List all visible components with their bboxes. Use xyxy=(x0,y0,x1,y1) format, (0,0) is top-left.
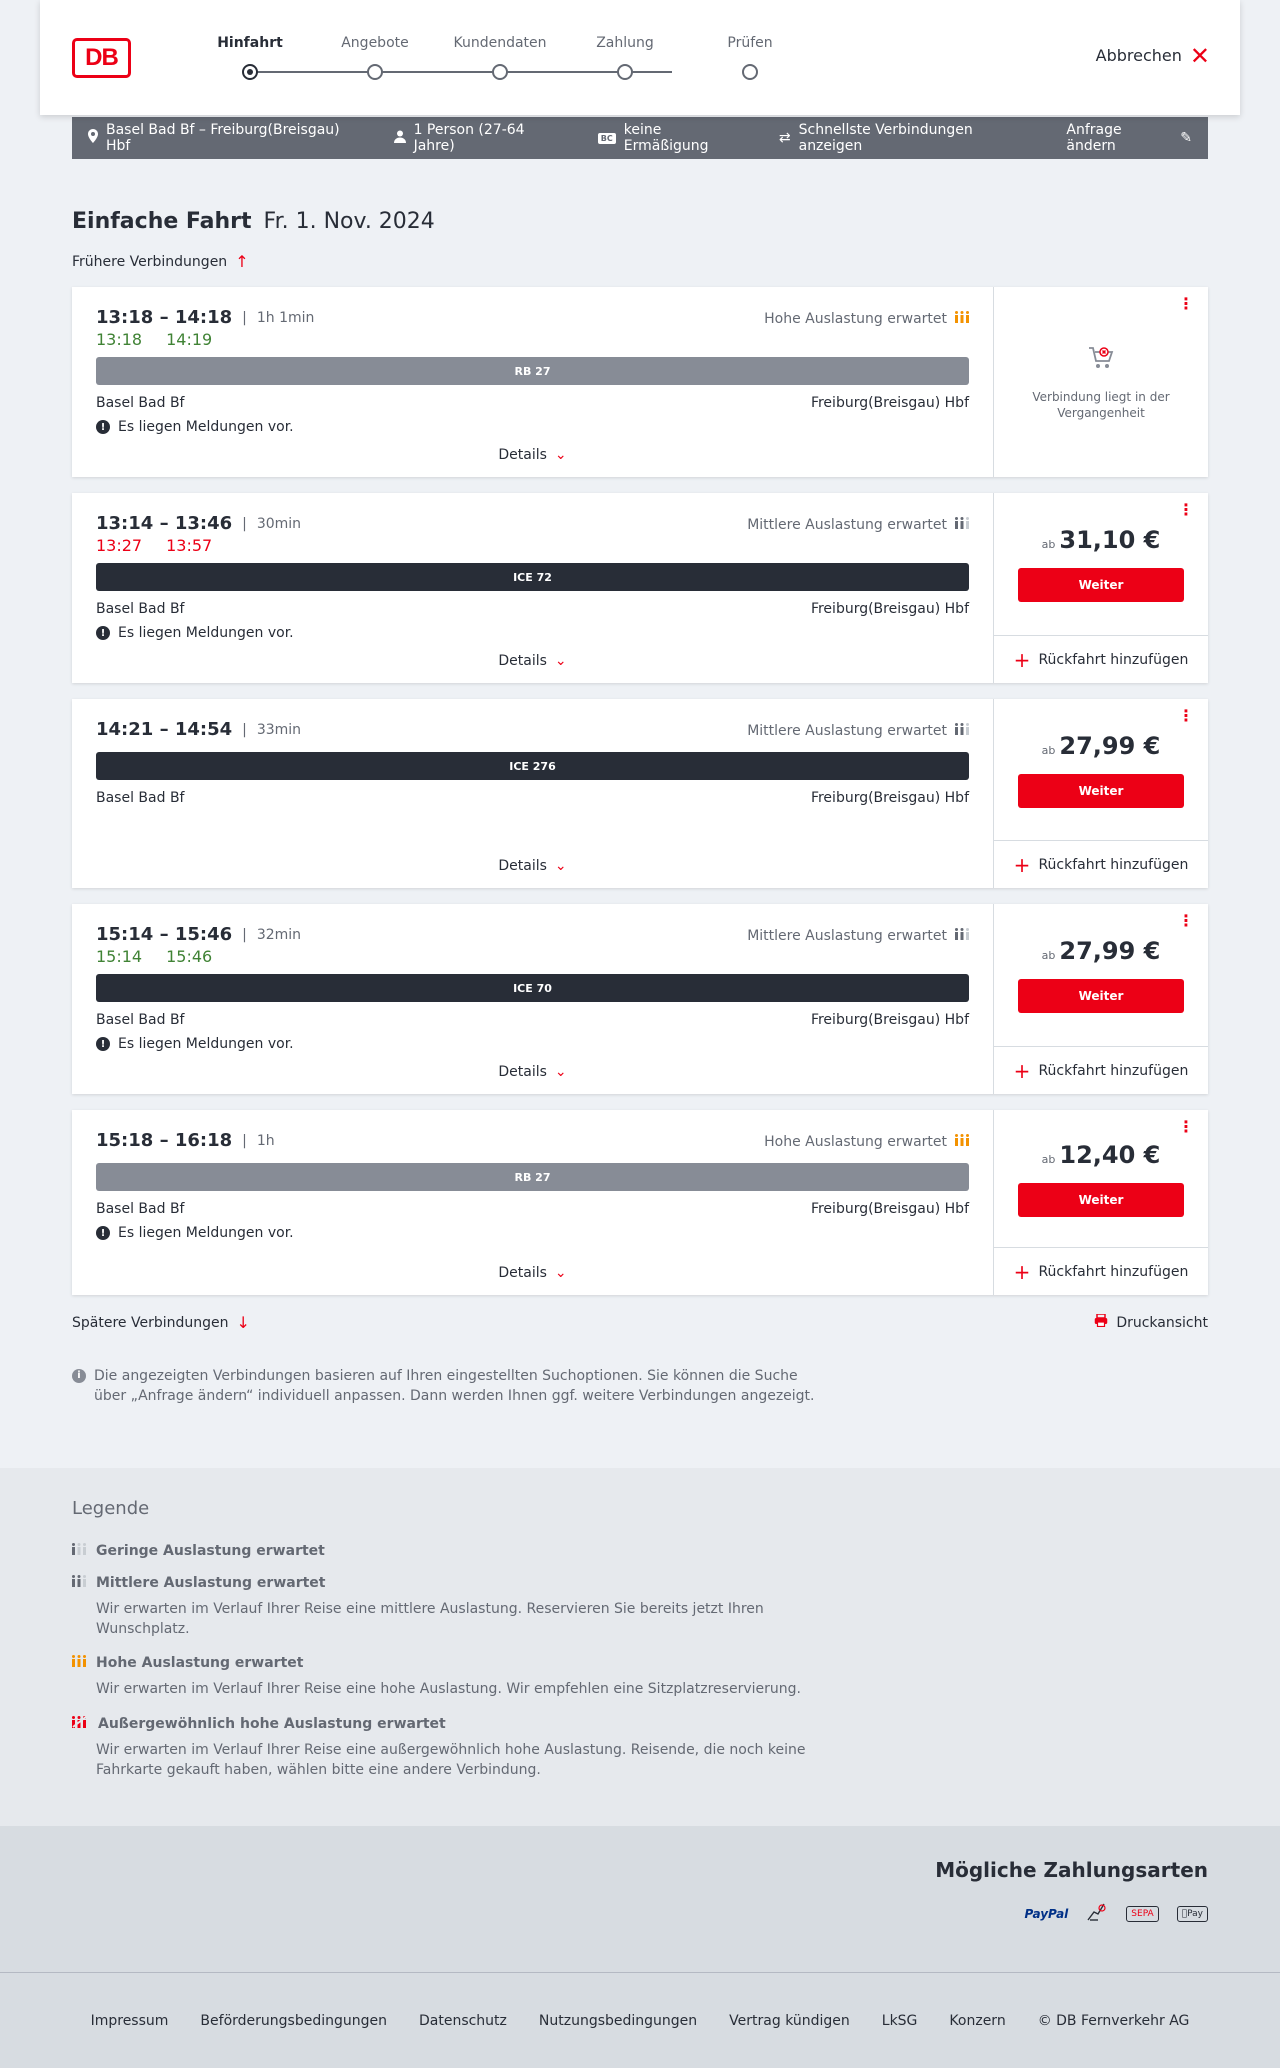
legend-title: Legende xyxy=(72,1498,150,1519)
close-icon: ✕ xyxy=(1189,41,1210,70)
cart-unavailable-icon xyxy=(1087,344,1115,379)
connection-details[interactable] xyxy=(72,287,994,477)
footer-link-vertrag-kuendigen[interactable]: Vertrag kündigen xyxy=(729,2012,850,2029)
past-connection-text: Verbindung liegt in der Vergangenheit xyxy=(1032,389,1170,420)
stations-row xyxy=(96,1201,969,1217)
realtime-times xyxy=(96,330,969,349)
arrival-station: Freiburg(Breisgau) Hbf xyxy=(810,1012,969,1028)
legend-item-title: Mittlere Auslastung erwartet xyxy=(96,1575,326,1591)
notice-row xyxy=(96,1225,969,1241)
plus-icon: + xyxy=(1013,647,1031,672)
departure-station: Basel Bad Bf xyxy=(96,601,185,617)
medium-occupancy-icon xyxy=(955,928,969,944)
page-title: Einfache Fahrt xyxy=(72,209,252,234)
stations-row xyxy=(96,601,969,617)
legend-item-title: Außergewöhnlich hohe Auslastung erwartet xyxy=(98,1715,446,1732)
details-toggle[interactable] xyxy=(96,1265,969,1281)
info-note-text: Die angezeigten Verbindungen basieren auf Ihren eingestellten Suchoptionen. Sie können die Suche über „Anfrage ändern“ individuell anpassen. Dann werden Ihnen ggf. weitere Verbindungen angezeigt. xyxy=(94,1368,815,1404)
more-options-icon[interactable]: ⋮ xyxy=(1178,500,1194,519)
footer-link-datenschutz[interactable]: Datenschutz xyxy=(418,2012,507,2029)
fastest-toggle[interactable] xyxy=(779,122,1035,154)
print-view-label: Druckansicht xyxy=(1116,1314,1208,1331)
train-bar[interactable]: ICE 70 xyxy=(96,974,969,1002)
legend-item-description: Wir erwarten im Verlauf Ihrer Reise eine außergewöhnlich hohe Auslastung. Reisende, die noch keine Fahrkarte gekauft haben, wählen bitte eine andere Verbindung. xyxy=(96,1742,806,1778)
apple-pay-label: Pay xyxy=(1187,1909,1203,1919)
step-dot xyxy=(367,64,383,80)
duration: 32min xyxy=(256,926,302,943)
edit-request-label: Anfrage ändern xyxy=(1066,122,1122,154)
offer-panel xyxy=(994,699,1208,888)
high-occupancy-icon xyxy=(72,1655,86,1671)
step-dot xyxy=(492,64,508,80)
add-return-label: Rückfahrt hinzufügen xyxy=(1038,1263,1189,1280)
add-return-button[interactable] xyxy=(994,840,1208,888)
realtime-times xyxy=(96,947,969,966)
connection-details[interactable] xyxy=(72,699,994,888)
chevron-down-icon: ⌄ xyxy=(554,858,567,874)
occupancy-indicator xyxy=(747,723,969,739)
connection-details[interactable] xyxy=(72,493,994,683)
occupancy-indicator xyxy=(764,311,969,327)
step-dot xyxy=(242,64,258,80)
occupancy-label: Hohe Auslastung erwartet xyxy=(764,311,947,327)
edit-request-button[interactable] xyxy=(1066,122,1192,154)
step-pruefen: Prüfen xyxy=(690,35,810,51)
footer-link-befoerderungsbedingungen[interactable]: Beförderungsbedingungen xyxy=(200,2012,387,2029)
main-content xyxy=(72,209,1208,1406)
alert-icon: ! xyxy=(96,626,110,640)
details-toggle[interactable] xyxy=(96,653,969,669)
step-angebote: Angebote xyxy=(315,35,435,51)
occupancy-indicator xyxy=(747,928,969,944)
separator: | xyxy=(242,309,247,326)
top-header xyxy=(40,0,1240,115)
very-high-occupancy-icon xyxy=(72,1715,88,1732)
legend-item-medium xyxy=(72,1575,1208,1639)
details-toggle[interactable] xyxy=(96,447,969,463)
planned-times: 15:14 – 15:46 xyxy=(96,924,233,945)
medium-occupancy-icon xyxy=(955,517,969,533)
earlier-connections-label: Frühere Verbindungen xyxy=(72,253,228,270)
travel-date: Fr. 1. Nov. 2024 xyxy=(263,209,435,234)
chevron-down-icon: ⌄ xyxy=(554,447,567,463)
plus-icon: + xyxy=(1013,852,1031,877)
separator: | xyxy=(242,926,247,943)
footer-link-konzern[interactable]: Konzern xyxy=(949,2012,1006,2029)
discount-text: keine Ermäßigung xyxy=(623,122,709,154)
search-summary-bar xyxy=(72,117,1208,159)
occupancy-label: Mittlere Auslastung erwartet xyxy=(747,517,947,533)
planned-times: 15:18 – 16:18 xyxy=(96,1130,233,1151)
legend-section xyxy=(0,1468,1280,1826)
fastest-text: Schnellste Verbindungen anzeigen xyxy=(798,122,973,154)
connection-card xyxy=(72,699,1208,888)
high-occupancy-icon xyxy=(955,1134,969,1150)
footer xyxy=(0,1972,1280,2068)
price-box xyxy=(994,904,1208,1046)
step-zahlung: Zahlung xyxy=(565,35,685,51)
price-prefix: ab xyxy=(1041,1152,1056,1166)
price-prefix: ab xyxy=(1041,743,1056,757)
footer-link-lksg[interactable]: LkSG xyxy=(881,2012,918,2029)
sepa-icon xyxy=(1126,1906,1158,1922)
apple-pay-icon xyxy=(1177,1906,1208,1922)
paypal-icon: PayPal xyxy=(1024,1907,1069,1921)
details-toggle[interactable] xyxy=(96,1064,969,1080)
info-icon: i xyxy=(72,1369,86,1383)
plus-icon: + xyxy=(1013,1259,1031,1284)
step-dot xyxy=(617,64,633,80)
separator: | xyxy=(242,515,247,532)
add-return-button[interactable] xyxy=(994,1247,1208,1295)
discount-summary xyxy=(598,122,747,154)
arrival-station: Freiburg(Breisgau) Hbf xyxy=(810,790,969,806)
later-connections-link[interactable] xyxy=(72,1313,250,1332)
printer-icon xyxy=(1094,1314,1108,1331)
departure-station: Basel Bad Bf xyxy=(96,1201,185,1217)
more-options-icon[interactable]: ⋮ xyxy=(1178,294,1194,313)
later-connections-label: Spätere Verbindungen xyxy=(72,1314,229,1331)
notice-text: Es liegen Meldungen vor. xyxy=(118,419,294,435)
offer-panel xyxy=(994,493,1208,683)
swap-arrows-icon: ⇄ xyxy=(778,130,791,146)
realtime-times xyxy=(96,536,969,555)
info-note xyxy=(72,1366,832,1406)
notice-row xyxy=(96,625,969,641)
earlier-connections-link[interactable] xyxy=(72,252,1208,271)
alert-icon: ! xyxy=(96,420,110,434)
notice-text: Es liegen Meldungen vor. xyxy=(118,625,294,641)
legend-item-title: Hohe Auslastung erwartet xyxy=(96,1655,304,1671)
realtime-departure: 13:27 xyxy=(96,536,143,555)
price xyxy=(1042,937,1161,965)
medium-occupancy-icon xyxy=(955,723,969,739)
high-occupancy-icon xyxy=(955,311,969,327)
payment-icons xyxy=(72,1902,1208,1926)
departure-station: Basel Bad Bf xyxy=(96,1012,185,1028)
person-icon xyxy=(394,130,406,147)
add-return-label: Rückfahrt hinzufügen xyxy=(1038,651,1189,668)
price-box xyxy=(994,1110,1208,1247)
realtime-arrival: 13:57 xyxy=(166,536,213,555)
add-return-button[interactable] xyxy=(994,1046,1208,1094)
continue-button[interactable]: Weiter xyxy=(1018,774,1184,808)
notice-row xyxy=(96,419,969,435)
duration: 33min xyxy=(256,721,302,738)
occupancy-label: Hohe Auslastung erwartet xyxy=(764,1134,947,1150)
duration: 30min xyxy=(256,515,302,532)
cancel-button[interactable] xyxy=(1095,41,1210,70)
db-logo[interactable]: DB xyxy=(72,38,131,78)
details-label: Details xyxy=(498,653,547,669)
price xyxy=(1042,526,1161,554)
route-text: Basel Bad Bf – Freiburg(Breisgau) Hbf xyxy=(106,122,340,154)
notice-text: Es liegen Meldungen vor. xyxy=(118,1225,294,1241)
price-value: 12,40 € xyxy=(1059,1140,1161,1169)
connection-card xyxy=(72,904,1208,1094)
details-toggle[interactable] xyxy=(96,858,969,874)
connection-details[interactable] xyxy=(72,1110,994,1295)
chevron-down-icon: ⌄ xyxy=(554,1064,567,1080)
planned-times: 14:21 – 14:54 xyxy=(96,719,233,740)
location-pin-icon xyxy=(88,129,98,147)
train-bar[interactable]: ICE 72 xyxy=(96,563,969,591)
price xyxy=(1042,1141,1161,1169)
legend-item-low xyxy=(72,1543,1208,1559)
realtime-departure: 13:18 xyxy=(96,330,143,349)
more-options-icon[interactable]: ⋮ xyxy=(1178,911,1194,930)
legend-item-title: Geringe Auslastung erwartet xyxy=(96,1543,325,1559)
arrival-station: Freiburg(Breisgau) Hbf xyxy=(810,601,969,617)
occupancy-label: Mittlere Auslastung erwartet xyxy=(747,928,947,944)
price-box xyxy=(994,493,1208,635)
step-kundendaten: Kundendaten xyxy=(440,35,560,51)
price-value: 27,99 € xyxy=(1059,731,1161,760)
price-value: 31,10 € xyxy=(1059,526,1161,554)
separator: | xyxy=(242,721,247,738)
continue-button[interactable]: Weiter xyxy=(1018,1183,1184,1217)
occupancy-indicator xyxy=(764,1134,969,1150)
add-return-button[interactable] xyxy=(994,635,1208,683)
connection-card xyxy=(72,287,1208,477)
departure-station: Basel Bad Bf xyxy=(96,395,185,411)
legend-item-description: Wir erwarten im Verlauf Ihrer Reise eine hohe Auslastung. Wir empfehlen eine Sitzplatzreservierung. xyxy=(96,1681,801,1697)
train-bar[interactable]: ICE 276 xyxy=(96,752,969,780)
more-options-icon[interactable]: ⋮ xyxy=(1178,1117,1194,1136)
alert-icon: ! xyxy=(96,1037,110,1051)
realtime-arrival: 15:46 xyxy=(166,947,213,966)
persons-summary xyxy=(394,122,566,154)
details-label: Details xyxy=(498,447,547,463)
persons-text: 1 Person (27-64 Jahre) xyxy=(413,122,525,154)
departure-station: Basel Bad Bf xyxy=(96,790,185,806)
connection-card xyxy=(72,1110,1208,1295)
notice-text: Es liegen Meldungen vor. xyxy=(118,1036,294,1052)
more-options-icon[interactable]: ⋮ xyxy=(1178,706,1194,725)
progress-stepper xyxy=(190,35,790,85)
price-box xyxy=(994,699,1208,840)
arrival-station: Freiburg(Breisgau) Hbf xyxy=(810,395,969,411)
duration: 1h xyxy=(256,1132,275,1149)
price-prefix: ab xyxy=(1041,949,1056,962)
medium-occupancy-icon xyxy=(72,1575,86,1591)
step-dot xyxy=(742,64,758,80)
add-return-label: Rückfahrt hinzufügen xyxy=(1038,1062,1189,1079)
add-return-label: Rückfahrt hinzufügen xyxy=(1038,856,1189,873)
arrow-down-icon: ↓ xyxy=(236,1313,250,1332)
stations-row xyxy=(96,790,969,806)
cancel-label: Abbrechen xyxy=(1095,46,1182,65)
duration: 1h 1min xyxy=(256,309,315,326)
step-hinfahrt: Hinfahrt xyxy=(190,35,310,51)
alert-icon: ! xyxy=(96,1226,110,1240)
planned-times: 13:18 – 14:18 xyxy=(96,307,233,328)
payment-methods-title: Mögliche Zahlungsarten xyxy=(935,1858,1208,1882)
continue-button[interactable]: Weiter xyxy=(1018,568,1184,602)
bahncard-icon: BC xyxy=(598,133,616,144)
later-row xyxy=(72,1313,1208,1332)
occupancy-indicator xyxy=(747,517,969,533)
planned-times: 13:14 – 13:46 xyxy=(96,513,233,534)
offer-panel xyxy=(994,287,1208,477)
chevron-down-icon: ⌄ xyxy=(554,653,567,669)
footer-link-nutzungsbedingungen[interactable]: Nutzungsbedingungen xyxy=(538,2012,698,2029)
details-label: Details xyxy=(498,858,547,874)
page-title-row xyxy=(72,209,1208,234)
continue-button[interactable]: Weiter xyxy=(1018,979,1184,1013)
chevron-down-icon: ⌄ xyxy=(554,1265,567,1281)
past-connection-box xyxy=(994,287,1208,477)
route-summary xyxy=(88,122,362,154)
price-value: 27,99 € xyxy=(1059,937,1161,965)
stations-row xyxy=(96,395,969,411)
stepper-line xyxy=(250,71,672,73)
realtime-arrival: 14:19 xyxy=(166,330,213,349)
price xyxy=(1042,732,1161,760)
train-bar[interactable]: RB 27 xyxy=(96,357,969,385)
payment-methods-section xyxy=(0,1826,1280,1972)
print-view-link[interactable] xyxy=(1094,1313,1208,1332)
offer-panel xyxy=(994,1110,1208,1295)
details-label: Details xyxy=(498,1265,547,1281)
separator: | xyxy=(242,1132,247,1149)
offer-panel xyxy=(994,904,1208,1094)
realtime-departure: 15:14 xyxy=(96,947,143,966)
arrow-up-icon: ↑ xyxy=(235,252,249,271)
details-label: Details xyxy=(498,1064,547,1080)
legend-item-high xyxy=(72,1655,1208,1699)
footer-copyright: © DB Fernverkehr AG xyxy=(1037,2012,1190,2029)
notice-row xyxy=(96,1036,969,1052)
pencil-icon: ✎ xyxy=(1180,130,1192,146)
plus-icon: + xyxy=(1013,1058,1031,1083)
price-prefix: ab xyxy=(1041,538,1056,551)
sepa-label: SEPA xyxy=(1126,1906,1158,1922)
footer-link-impressum[interactable]: Impressum xyxy=(90,2012,169,2029)
legend-item-description: Wir erwarten im Verlauf Ihrer Reise eine mittlere Auslastung. Reservieren Sie bereits jetzt Ihren Wunschplatz. xyxy=(96,1601,764,1637)
legend-item-very-high xyxy=(72,1715,1208,1780)
arrival-station: Freiburg(Breisgau) Hbf xyxy=(810,1201,969,1217)
occupancy-label: Mittlere Auslastung erwartet xyxy=(747,723,947,739)
train-bar[interactable]: RB 27 xyxy=(96,1163,969,1191)
low-occupancy-icon xyxy=(72,1543,86,1559)
connection-card xyxy=(72,493,1208,683)
direct-debit-icon xyxy=(1086,1902,1108,1926)
connection-details[interactable] xyxy=(72,904,994,1094)
stations-row xyxy=(96,1012,969,1028)
